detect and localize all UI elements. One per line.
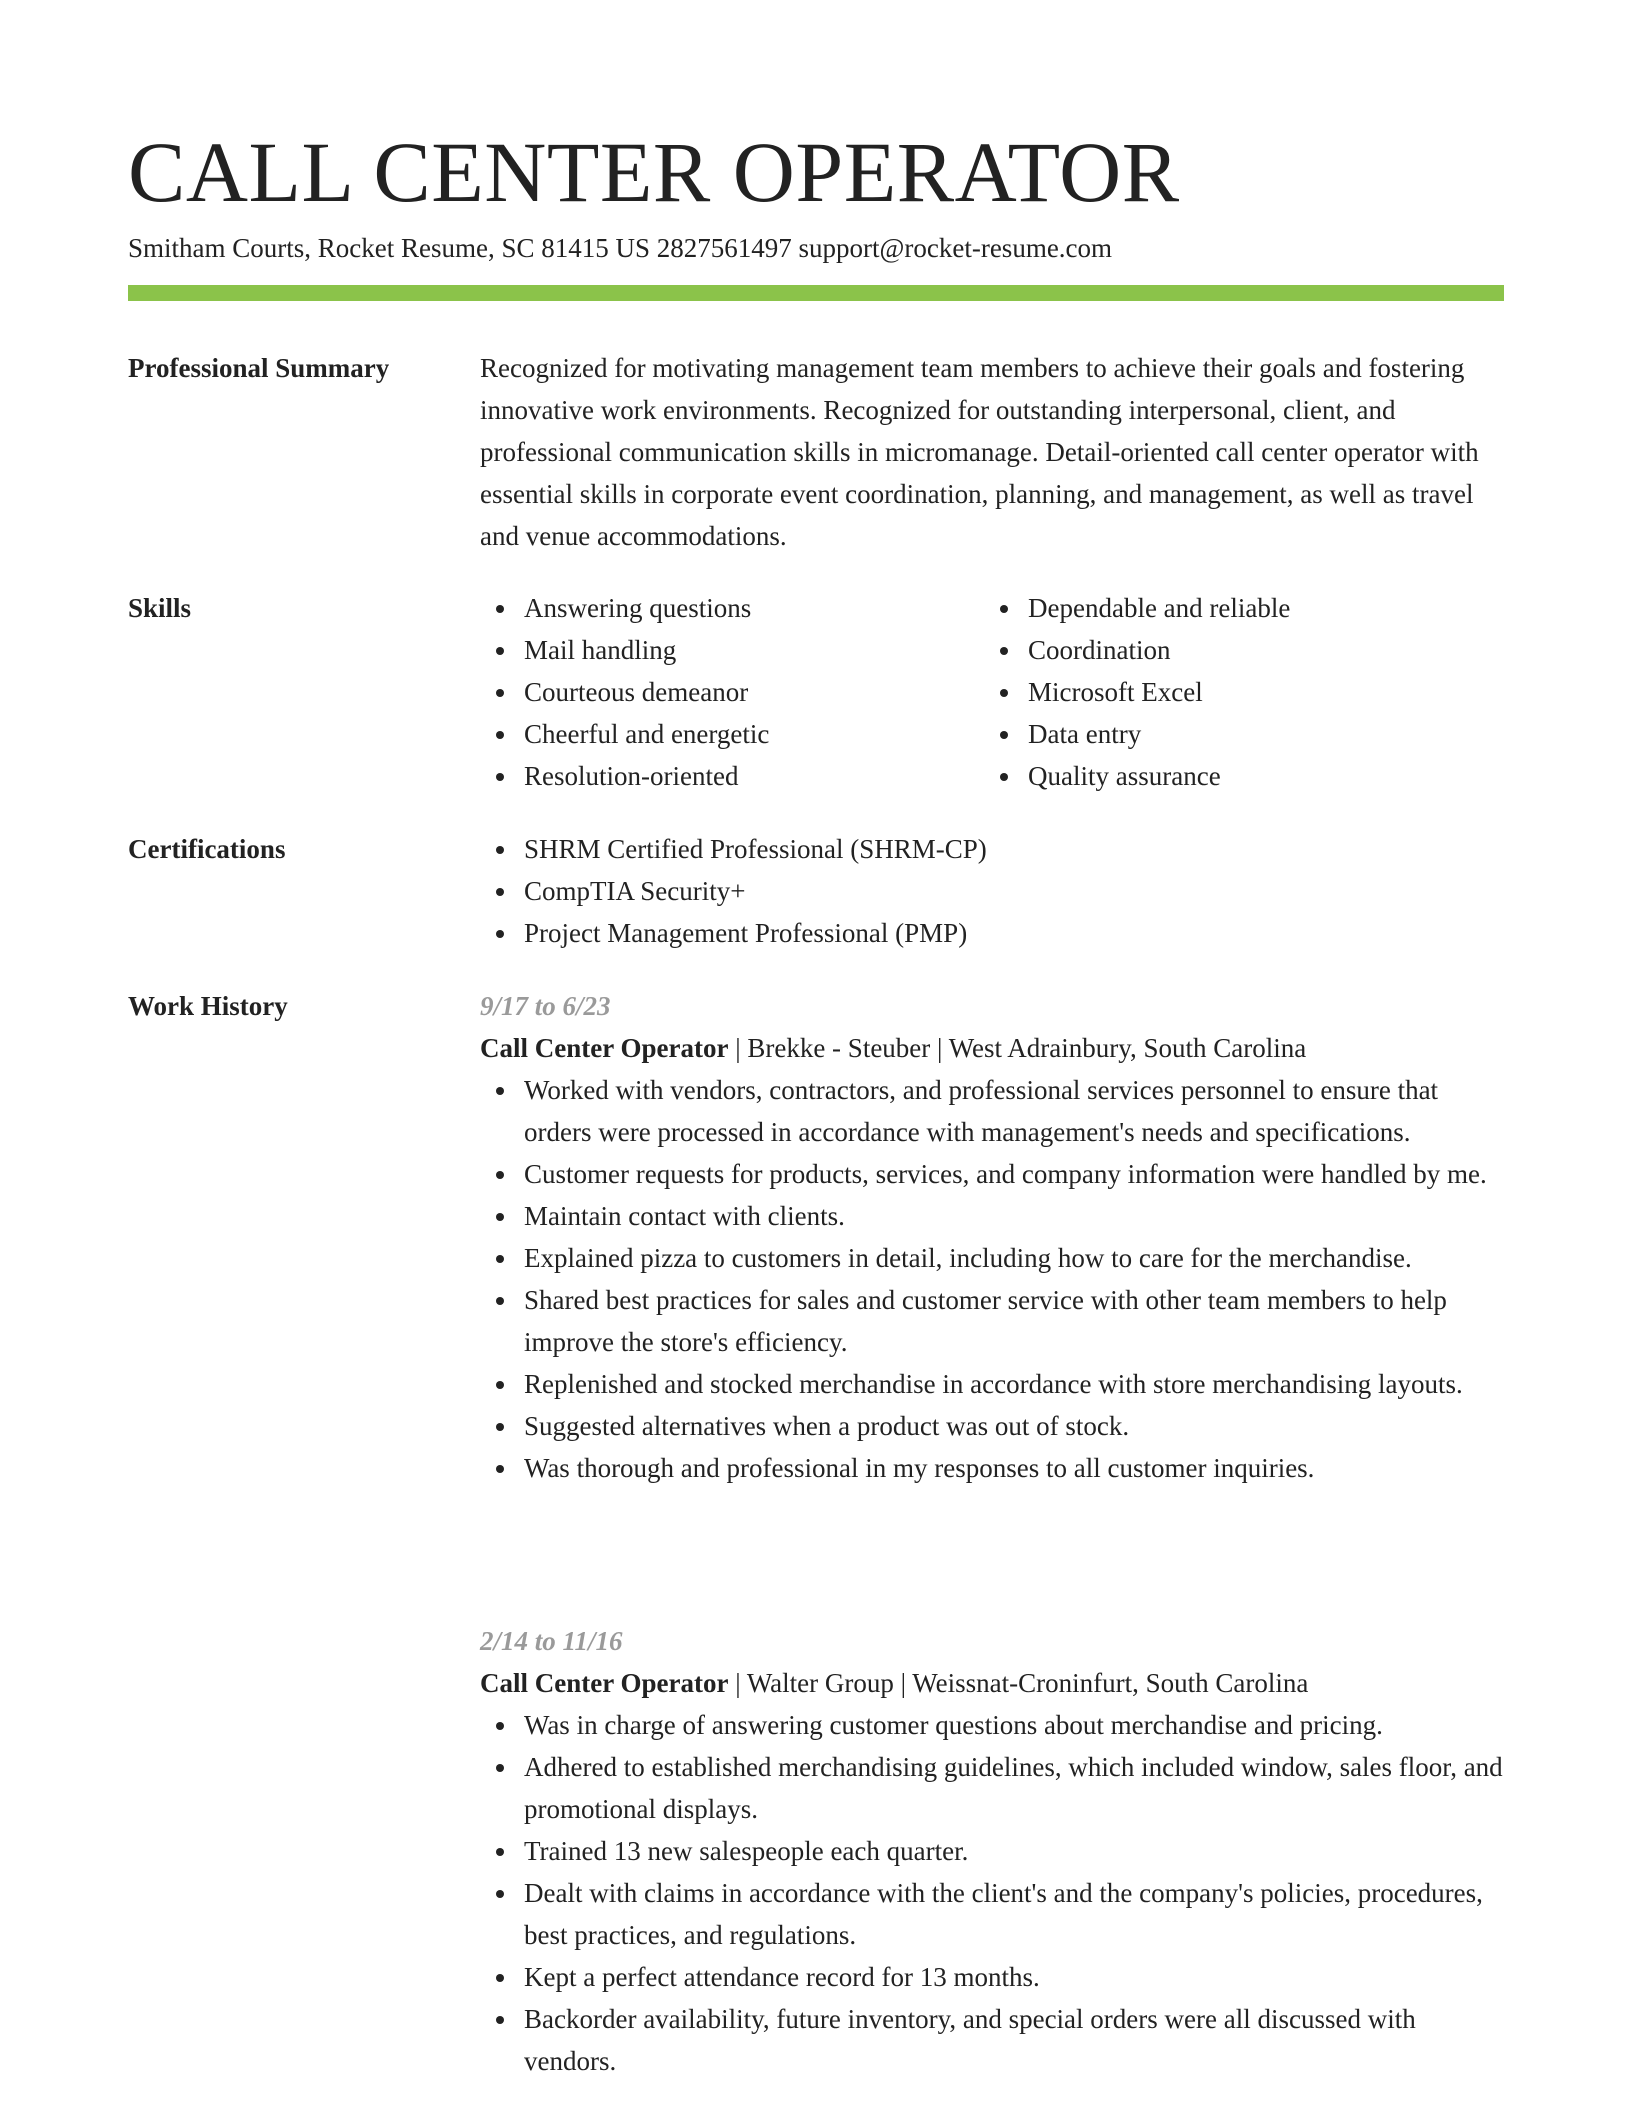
job-details: | Brekke - Steuber | West Adrainbury, South Carolina xyxy=(728,1033,1307,1063)
skill-item: Mail handling xyxy=(480,629,984,671)
skill-item: Coordination xyxy=(984,629,1488,671)
job-bullet: Was thorough and professional in my responses to all customer inquiries. xyxy=(480,1447,1506,1489)
skill-item: Resolution-oriented xyxy=(480,755,984,797)
skill-item: Cheerful and energetic xyxy=(480,713,984,755)
skill-item: Dependable and reliable xyxy=(984,587,1488,629)
section-label-certifications: Certifications xyxy=(128,834,286,864)
job-bullet: Suggested alternatives when a product was out of stock. xyxy=(480,1405,1506,1447)
skill-item: Courteous demeanor xyxy=(480,671,984,713)
accent-divider xyxy=(128,285,1504,301)
job-bullet: Was in charge of answering customer questions about merchandise and pricing. xyxy=(480,1704,1506,1746)
job-dates: 2/14 to 11/16 xyxy=(480,1626,623,1656)
skills-column-left xyxy=(480,587,984,797)
skill-item: Data entry xyxy=(984,713,1488,755)
job-bullet: Trained 13 new salespeople each quarter. xyxy=(480,1830,1506,1872)
section-label-skills: Skills xyxy=(128,593,192,623)
job-bullet: Adhered to established merchandising guidelines, which included window, sales floor, and promotional displays. xyxy=(480,1746,1506,1830)
skills-column-right xyxy=(984,587,1488,797)
certifications-section xyxy=(480,828,1506,954)
certification-item: Project Management Professional (PMP) xyxy=(480,912,1506,954)
job-title: Call Center Operator xyxy=(480,1033,729,1063)
job-bullet: Shared best practices for sales and customer service with other team members to help improve the store's efficiency. xyxy=(480,1279,1506,1363)
certification-item: CompTIA Security+ xyxy=(480,870,1506,912)
job-heading xyxy=(480,1027,1506,1069)
certification-item: SHRM Certified Professional (SHRM-CP) xyxy=(480,828,1506,870)
job-bullet: Maintain contact with clients. xyxy=(480,1195,1506,1237)
job-bullet: Dealt with claims in accordance with the client's and the company's policies, procedures, best practices, and regulations. xyxy=(480,1872,1506,1956)
job-dates: 9/17 to 6/23 xyxy=(480,991,611,1021)
summary-section xyxy=(480,347,1506,557)
skill-item: Microsoft Excel xyxy=(984,671,1488,713)
job-bullet: Backorder availability, future inventory, and special orders were all discussed with vendors. xyxy=(480,1998,1506,2082)
section-label-summary: Professional Summary xyxy=(128,353,390,383)
job-heading xyxy=(480,1662,1506,1704)
job-entry xyxy=(480,1620,1506,2082)
job-bullet: Worked with vendors, contractors, and professional services personnel to ensure that orders were processed in accordance with management's needs and specifications. xyxy=(480,1069,1506,1153)
job-bullet: Kept a perfect attendance record for 13 months. xyxy=(480,1956,1506,1998)
section-label-work-history: Work History xyxy=(128,991,288,1021)
job-bullet: Customer requests for products, services, and company information were handled by me. xyxy=(480,1153,1506,1195)
skills-columns xyxy=(480,587,1506,797)
job-entry xyxy=(480,985,1506,1489)
skills-section xyxy=(480,587,1506,797)
skill-item: Quality assurance xyxy=(984,755,1488,797)
job-title: Call Center Operator xyxy=(480,1668,729,1698)
contact-line: Smitham Courts, Rocket Resume, SC 81415 US 2827561497 support@rocket-resume.com xyxy=(128,233,1113,263)
skill-item: Answering questions xyxy=(480,587,984,629)
job-bullet: Replenished and stocked merchandise in accordance with store merchandising layouts. xyxy=(480,1363,1506,1405)
summary-text: Recognized for motivating management team members to achieve their goals and fostering innovative work environments. Recognized for outstanding interpersonal, client, and professional communication skills in micromanage. Detail-oriented call center operator with essential skills in corporate event coordination, planning, and management, as well as travel and venue accommodations. xyxy=(480,353,1479,551)
job-details: | Walter Group | Weissnat-Croninfurt, South Carolina xyxy=(728,1668,1309,1698)
job-bullet: Explained pizza to customers in detail, including how to care for the merchandise. xyxy=(480,1237,1506,1279)
resume-title: CALL CENTER OPERATOR xyxy=(128,124,1180,220)
